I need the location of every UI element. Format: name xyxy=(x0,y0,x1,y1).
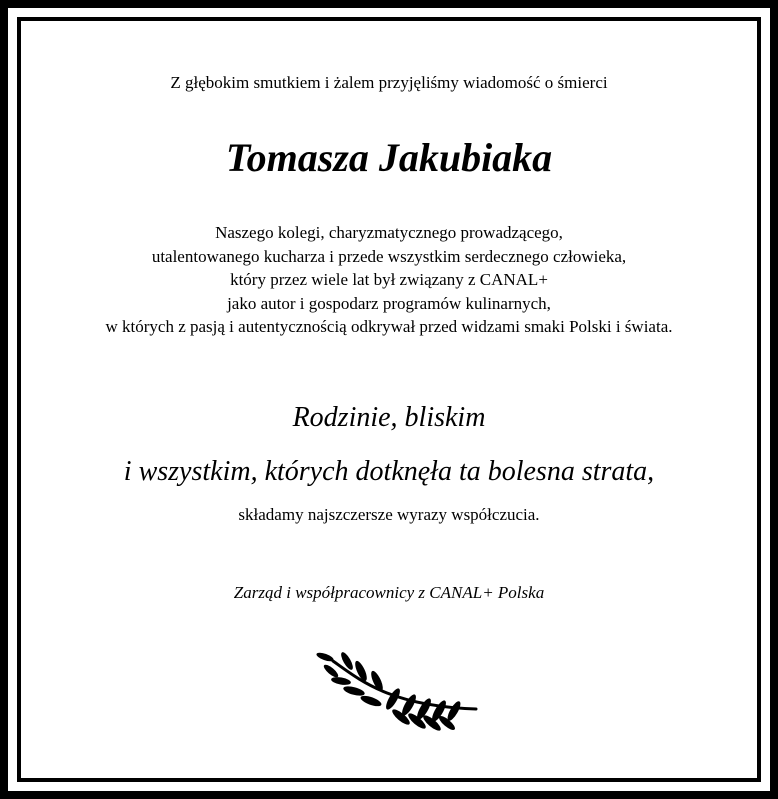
condolence-heading-line-2: i wszystkim, których dotknęła ta bolesna strata, xyxy=(123,456,655,487)
tribute-line: Naszego kolegi, charyzmatycznego prowadzącego, xyxy=(215,223,563,242)
tribute-line: jako autor i gospodarz programów kulinarnych, xyxy=(227,293,551,313)
obituary-notice xyxy=(21,21,757,778)
olive-branch-icon xyxy=(311,651,481,731)
deceased-name: Tomasza Jakubiaka xyxy=(225,135,553,180)
intro-text: Z głębokim smutkiem i żalem przyjęliśmy wiadomość o śmierci xyxy=(170,73,608,92)
signature: Zarząd i współpracownicy z CANAL+ Polska xyxy=(233,583,545,602)
condolence-message: składamy najszczersze wyrazy współczucia. xyxy=(238,505,540,524)
tribute-line: w których z pasją i autentycznością odkrywał przed widzami smaki Polski i świata. xyxy=(105,317,673,336)
tribute-paragraph xyxy=(21,221,757,339)
condolence-heading-line-1: Rodzinie, bliskim xyxy=(292,402,486,433)
tribute-line: utalentowanego kucharza i przede wszystkim serdecznego człowieka, xyxy=(151,246,627,266)
tribute-line: który przez wiele lat był związany z CANAL+ xyxy=(230,270,548,289)
